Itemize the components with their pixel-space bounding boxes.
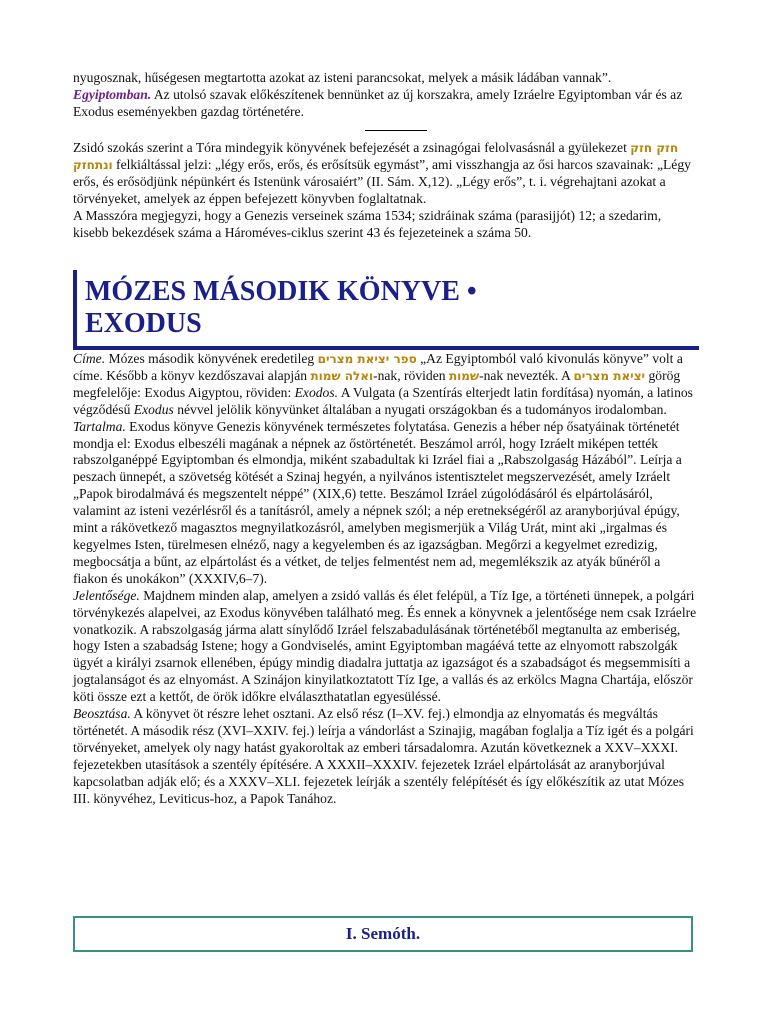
section-title-box [73,916,693,952]
paragraph-text: A Vulgata (a Szentírás elterjedt latin fordítása) nyomán, a latinos végződésű [73,384,693,417]
paragraph-text: „Az Egyiptomból való kivonulás könyve” volt a címe. Később a könyv kezdőszavai alapján [73,351,683,383]
beosztasa-label: Beosztása. [73,706,131,722]
continuation-paragraph [73,70,698,121]
separator-line [365,130,427,131]
jelentosege-label: Jelentősége. [73,587,140,603]
hebrew-title: ספר יציאת מצרים [317,352,417,366]
paragraph-text: Zsidó szokás szerint a Tóra mindegyik könyvének befejezését a zsinagógai felolvasásnál a gyülekezet [73,140,631,155]
exodus-term: Exodus [133,401,174,417]
paragraph-text: -nak nevezték. A [479,367,574,383]
paragraph-text: nyugosznak, hűségesen megtartotta azokat az isteni parancsokat, melyek a másik ládában vannak”. [73,70,612,85]
tartalma-paragraph [73,419,698,588]
beosztasa-paragraph [73,706,698,807]
paragraph-text: Majdnem minden alap, amelyen a zsidó vallás és élet felépül, a Tíz Ige, a történeti ünnepek, a polgári törvénykezés alapelvei, az Exodus könyvében található meg. És ennek a könyvnek a jelentősége nem csak Izráelre vonatkozik. A rabszolgaság járma alatt sínylődő Izráel felszabadulásának történetéből megtanulta az emberiség, hogy Isten a szabadság Istene; hogy a Gondviselés, amint Egyiptomban magáévá tette az elnyomott rabszolgák ügyét a királyi zsarnok ellenében, épúgy mindig diadalra juttatja az igazságot és a szabadságot és megsemmisíti a jogtalanságot és az elnyomást. A Szinájon kinyilatkoztatott Tíz Ige, a vallás és az erkölcs Magna Chartája, először köti össze ezt a kettőt, de örök időkre elválaszthatatlan egyesüléssé. [73,587,697,705]
section-title: I. Semóth. [345,924,421,943]
intro-section [73,351,698,807]
heading-line: MÓZES MÁSODIK KÖNYVE • [85,276,477,307]
hebrew-title: שמות [448,368,480,383]
paragraph-text: felkiáltással jelzi: „légy erős, erős, és erősítsük egymást”, ami visszhangja az ősi harcos szavainak: „Légy erős, és erősödjünk népünkért és Istenünk városaiért” (II. Sám. X,12). „Légy erős”, t. i. végrehajtani azokat a törvényeket, amelyek az éppen befejezett könyvben foglaltatnak. [73,156,691,206]
paragraph-text: névvel jelölik könyvünket általában a nyugati országokban és a tudományos irodalomban. [173,401,667,417]
chapter-heading [73,270,699,350]
text-line [73,70,698,121]
egypt-label: Egyiptomban. [73,86,152,102]
paragraph-text: Az utolsó szavak előkészítenek bennünket az új korszakra, amely Izráelre Egyiptomban vár és az Exodus eseményekben gazdag történetére. [73,86,683,119]
jelentosege-paragraph [73,588,698,706]
tartalma-label: Tartalma. [73,418,126,434]
hebrew-title: ואלה שמות [310,368,374,383]
masora-paragraph: A Masszóra megjegyzi, hogy a Genezis verseinek száma 1534; szidráinak száma (parasijjót) 12; a szedarim, kisebb bekezdések száma a Hároméves-ciklus szerint 43 és fejezeteinek a száma 50. [73,207,662,240]
cime-label: Címe. [73,351,106,366]
jewish-custom-paragraph [73,140,698,241]
paragraph-text: A könyvet öt részre lehet osztani. Az első rész (I–XV. fej.) elmondja az elnyomatás és megváltás történetét. A második rész (XVI–XXIV. fej.) leírja a vándorlást a Szinajig, magában foglalja a Tíz igét és a polgári törvényeket, amelyek oly nagy hatást gyakoroltak az emberi társadalomra. Azután következnek a XXV–XXXI. fejezetekben utasítások a szentély építésére. A XXXII–XXXIV. fejezetek Izráel elpártolását az aranyborjúval kapcsolatban adják elő; és a XXXV–XLI. fejezetek leírják a szentély felépítését és így előkészítik az utat Mózes III. könyvéhez, Leviticus-hoz, a Papok Tanához. [73,706,694,806]
hebrew-title: יציאת מצרים [573,368,646,383]
paragraph-text: -nak, röviden [373,367,449,383]
paragraph-text: Exodus könyve Genezis könyvének természetes folytatása. Genezis a héber nép ősatyáinak történetét mondja el: Exodus elbeszéli magának a népnek az őstörténetét. Beszámol arról, hogy Izráelt miképen tették rabszolganéppé Egyiptomban és elmondja, miként szabadultak ki Izráel fiai a „Rabszolgaság Házából”. Leírja a peszach ünnepét, a szövetség kötését a Szinaj hegyén, a nyilvános istentisztelet megszervezését, amely Izráelt „Papok birodalmává és megszentelt néppé” (XIX,6) tette. Beszámol Izráel zúgolódásáról és elpártolásáról, valamint az isteni vezérlésről és a tanításról, amely a népnek szól; a nép eretnekségéről az aranyborjúval épúgy, mint a rákövetkező magasztos megnyilatkozásról, amelyben megismerjük a Világ Urát, mint aki „irgalmas és kegyelmes Isten, türelmesen elnéző, nagy a kegyelemben és az igazságban. Megőrzi a kegyelmet ezredizig, megbocsátja a bűnt, az elpártolást és a vétket, de teljes felmentést nem ad, megemlékszik az atyák bűnéről a fiakon és unokákon” (XXXIV,6–7). [73,418,682,586]
paragraph-text: Mózes második könyvének eredetileg [105,351,318,366]
paragraph-text: görög megfelelője: Exodus Aigyptou, röviden: [73,367,681,400]
cime-paragraph [73,351,698,419]
hebrew-phrase: חזק חזק ונתחזק [73,141,679,172]
exodos-term: Exodos. [294,384,339,400]
heading-line: EXODUS [85,308,202,339]
